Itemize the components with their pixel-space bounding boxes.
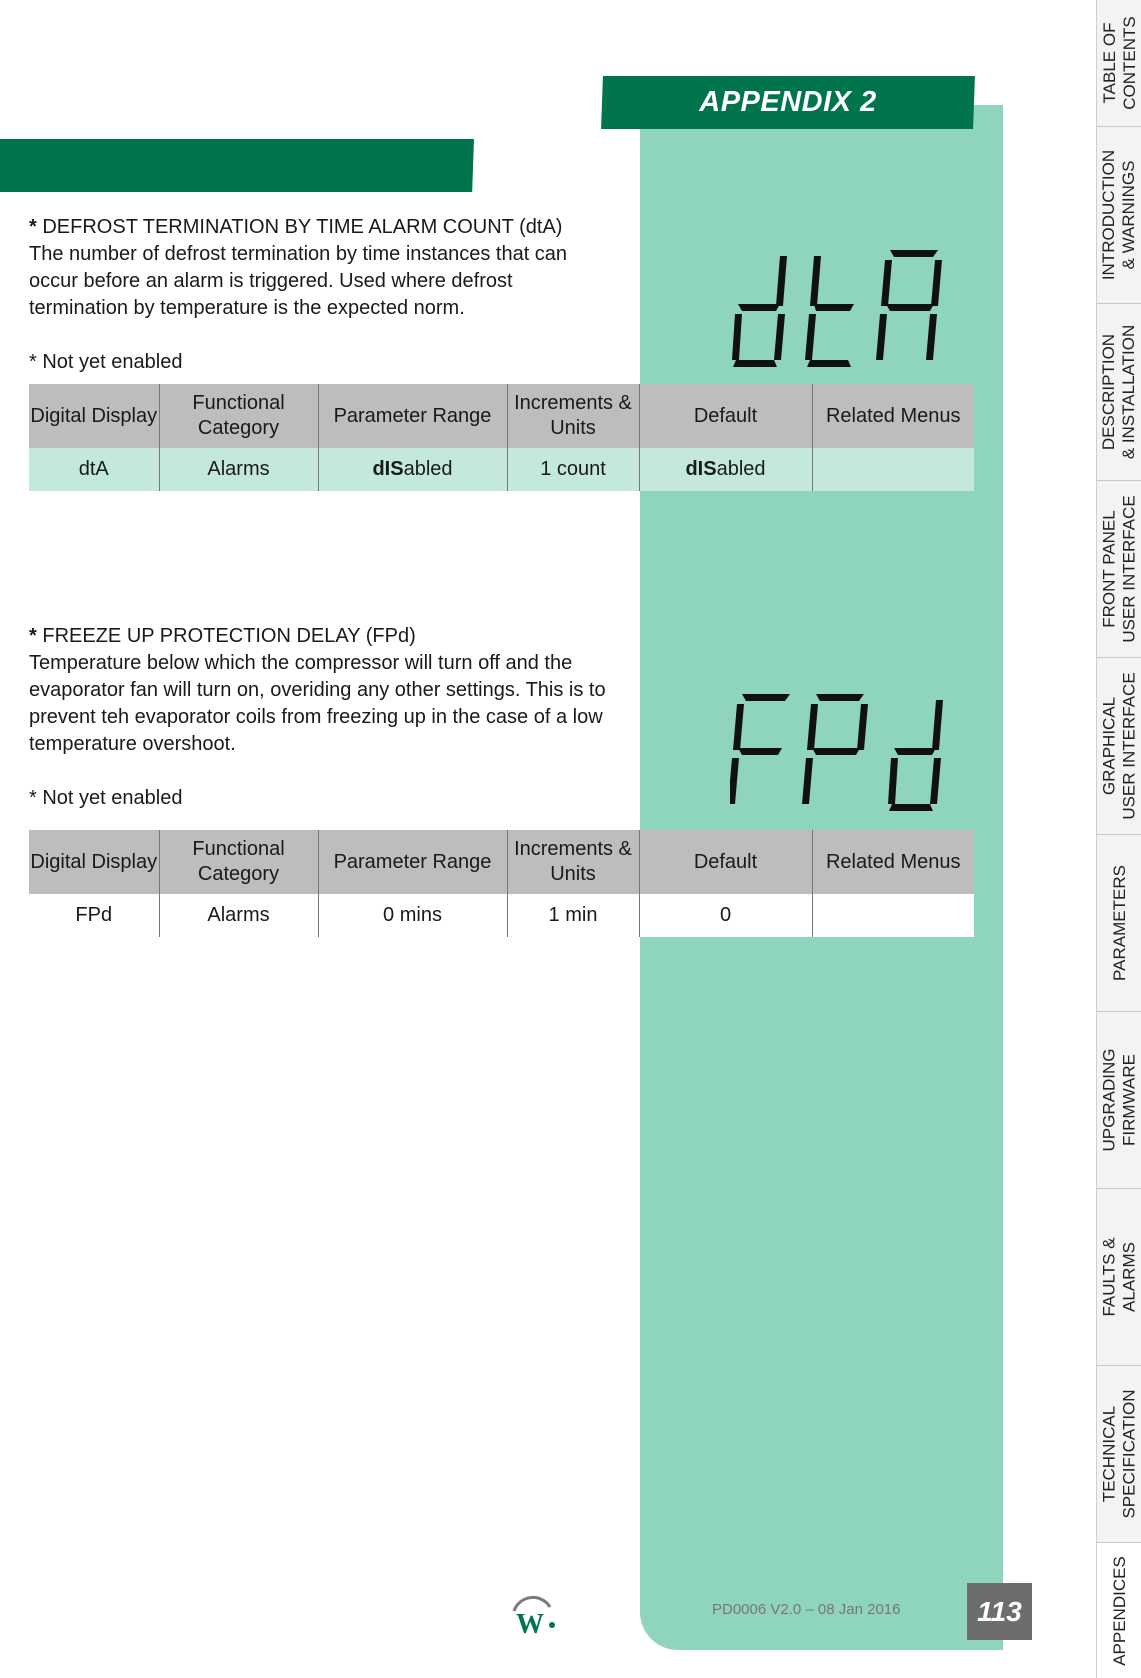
header-increments-units: Increments & Units <box>507 830 639 894</box>
lcd-segment <box>805 314 816 360</box>
lcd-segment <box>774 314 785 360</box>
section-tabs <box>1096 0 1141 1678</box>
lcd-segment <box>889 804 933 811</box>
header-digital-display: Digital Display <box>29 830 159 894</box>
header-default: Default <box>639 384 812 448</box>
lcd-segment <box>738 304 780 311</box>
document-code: PD0006 V2.0 – 08 Jan 2016 <box>712 1601 901 1618</box>
tab-label: FAULTS & ALARMS <box>1099 1237 1139 1317</box>
lcd-segment <box>930 758 941 804</box>
tab-technical-specification[interactable] <box>1097 1366 1141 1543</box>
cell-parameter-range: 0 mins <box>318 894 507 937</box>
lcd-display-dta <box>730 248 950 373</box>
lcd-segment <box>932 700 943 750</box>
section-fpd-note: * Not yet enabled <box>29 787 183 809</box>
section-dta-description: The number of defrost termination by time instances that can occur before an alarm is triggered. Used where defrost termination by temperature is the expected norm. <box>29 243 568 319</box>
table-row <box>29 448 974 491</box>
lcd-segment <box>742 694 790 701</box>
cell-default-rest: abled <box>716 458 766 480</box>
lcd-segment <box>888 758 898 804</box>
cell-default-bold: dIS <box>685 458 717 480</box>
header-parameter-range: Parameter Range <box>318 384 507 448</box>
tab-label: TECHNICAL SPECIFICATION <box>1099 1389 1139 1519</box>
section-fpd-title: FREEZE UP PROTECTION DELAY (FPd) <box>42 625 416 647</box>
section-header-bar <box>0 139 474 192</box>
lcd-segment <box>931 260 942 306</box>
tab-label: FRONT PANEL USER INTERFACE <box>1099 495 1139 643</box>
svg-text:W: W <box>516 1609 544 1639</box>
cell-related-menus <box>812 894 974 937</box>
section-fpd-star: * <box>29 625 37 647</box>
tab-introduction-warnings[interactable] <box>1097 127 1141 304</box>
header-functional-category: Functional Category <box>159 384 318 448</box>
tab-label: UPGRADING FIRMWARE <box>1099 1048 1139 1152</box>
lcd-segment <box>894 748 936 755</box>
tab-front-panel-ui[interactable] <box>1097 481 1141 658</box>
lcd-segment <box>926 314 937 360</box>
lcd-segment <box>730 758 739 804</box>
lcd-segment <box>738 748 782 755</box>
section-dta-title: DEFROST TERMINATION BY TIME ALARM COUNT (dtA) <box>42 216 563 238</box>
tab-label: GRAPHICAL USER INTERFACE <box>1099 672 1139 820</box>
lcd-segment <box>810 256 821 306</box>
tab-parameters[interactable] <box>1097 835 1141 1012</box>
parameter-table-fpd <box>29 830 974 937</box>
section-dta-star: * <box>29 216 37 238</box>
header-related-menus: Related Menus <box>812 384 974 448</box>
lcd-segment <box>886 304 934 311</box>
table-row <box>29 894 974 937</box>
tab-faults-alarms[interactable] <box>1097 1189 1141 1366</box>
cell-parameter-range-rest: abled <box>403 458 453 480</box>
tab-appendices[interactable] <box>1097 1543 1141 1678</box>
lcd-segment <box>812 748 860 755</box>
lcd-segment <box>881 260 892 306</box>
lcd-segment <box>732 314 742 360</box>
section-dta <box>29 214 639 396</box>
lcd-segment <box>890 250 938 257</box>
lcd-segment <box>876 314 887 360</box>
tab-label: INTRODUCTION & WARNINGS <box>1099 149 1139 281</box>
header-default: Default <box>639 830 812 894</box>
section-fpd-heading <box>29 623 639 650</box>
tab-graphical-ui[interactable] <box>1097 658 1141 835</box>
tab-label: TABLE OF CONTENTS <box>1099 16 1139 110</box>
company-logo-icon <box>506 1589 558 1639</box>
cell-functional-category: Alarms <box>159 448 318 491</box>
tab-label: PARAMETERS <box>1109 865 1129 981</box>
tab-table-of-contents[interactable] <box>1097 0 1141 127</box>
page-number: 113 <box>967 1583 1032 1640</box>
header-related-menus: Related Menus <box>812 830 974 894</box>
lcd-segment <box>802 758 813 804</box>
header-digital-display: Digital Display <box>29 384 159 448</box>
lcd-segment <box>733 704 744 750</box>
cell-parameter-range <box>318 448 507 491</box>
lcd-segment <box>816 694 864 701</box>
header-functional-category: Functional Category <box>159 830 318 894</box>
cell-increments-units: 1 count <box>507 448 639 491</box>
lcd-segment <box>814 304 854 311</box>
tab-upgrading-firmware[interactable] <box>1097 1012 1141 1189</box>
parameter-table-dta <box>29 384 974 491</box>
header-parameter-range: Parameter Range <box>318 830 507 894</box>
cell-default <box>639 448 812 491</box>
cell-default: 0 <box>639 894 812 937</box>
lcd-segment <box>857 704 868 750</box>
cell-digital-display: FPd <box>29 894 159 937</box>
section-dta-heading <box>29 214 639 241</box>
tab-label: DESCRIPTION & INSTALLATION <box>1099 324 1139 460</box>
lcd-segment <box>807 704 818 750</box>
cell-functional-category: Alarms <box>159 894 318 937</box>
tab-label: APPENDICES <box>1109 1555 1129 1666</box>
section-dta-note: * Not yet enabled <box>29 351 183 373</box>
section-fpd-description: Temperature below which the compressor will turn off and the evaporator fan will turn on, overiding any other settings. This is to prevent teh evaporator coils from freezing up in the case of a low temperature overshoot. <box>29 652 606 755</box>
lcd-segment <box>776 256 787 306</box>
section-fpd <box>29 623 639 832</box>
cell-increments-units: 1 min <box>507 894 639 937</box>
table-header-row <box>29 384 974 448</box>
cell-digital-display: dtA <box>29 448 159 491</box>
lcd-display-fpd <box>730 692 950 817</box>
lcd-segment <box>733 360 777 367</box>
header-increments-units: Increments & Units <box>507 384 639 448</box>
cell-parameter-range-bold: dIS <box>372 458 404 480</box>
appendix-title: APPENDIX 2 <box>699 86 877 118</box>
table-header-row <box>29 830 974 894</box>
cell-related-menus <box>812 448 974 491</box>
tab-description-installation[interactable] <box>1097 304 1141 481</box>
lcd-segment <box>807 360 851 367</box>
